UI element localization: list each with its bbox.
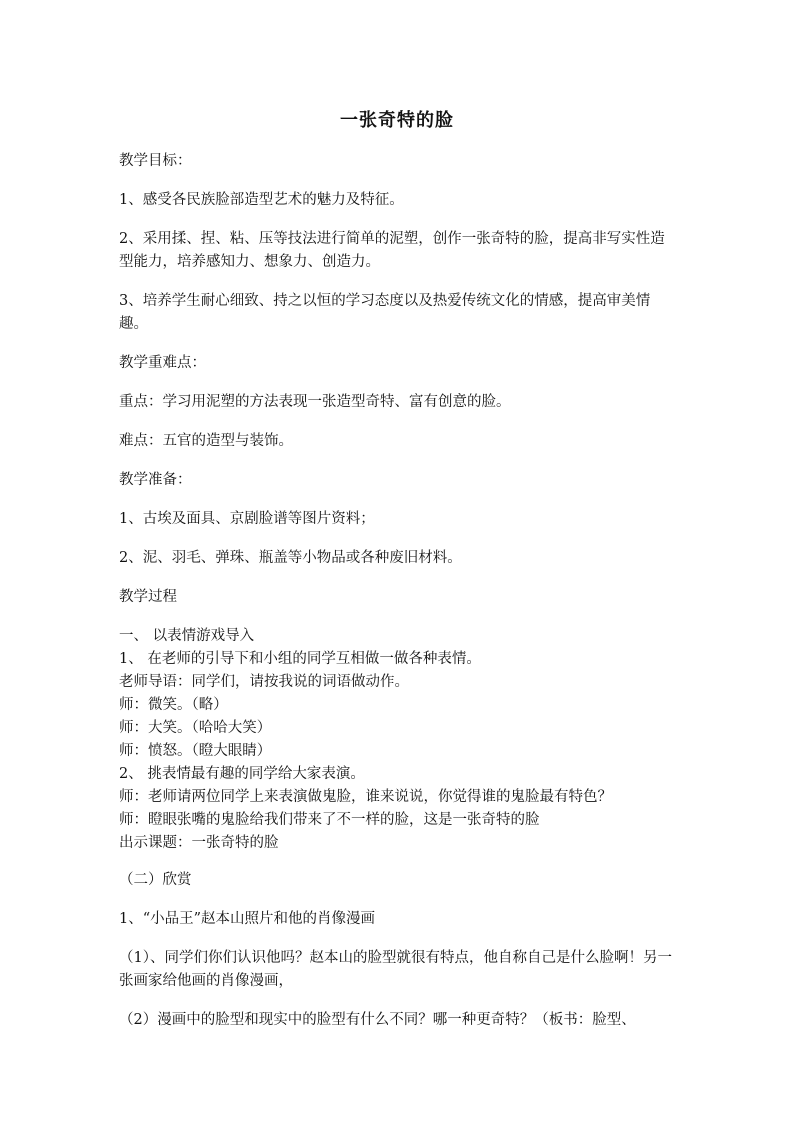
document-body bbox=[119, 150, 679, 1048]
paragraph-key-points-heading: 教学重难点： bbox=[119, 355, 206, 371]
process-line: 师：微笑。（略） bbox=[119, 697, 228, 713]
section-appreciation-heading: （二）欣赏 bbox=[119, 872, 192, 888]
paragraph-preparation-heading: 教学准备： bbox=[119, 472, 192, 488]
process-line: 师：老师请两位同学上来表演做鬼脸，谁来说说，你觉得谁的鬼脸最有特色？ bbox=[119, 789, 612, 805]
paragraph-objective-1: 1、感受各民族脸部造型艺术的魅力及特征。 bbox=[119, 192, 404, 208]
paragraph-preparation-2: 2、泥、羽毛、弹珠、瓶盖等小物品或各种废旧材料。 bbox=[119, 550, 462, 566]
section-appreciation-question-2: （2）漫画中的脸型和现实中的脸型有什么不同？哪一种更奇特？（板书：脸型、 bbox=[119, 1012, 636, 1028]
paragraph-difficulty: 难点：五官的造型与装饰。 bbox=[119, 433, 293, 449]
process-line: 师：大笑。（哈哈大笑） bbox=[119, 720, 272, 736]
process-line: 老师导语：同学们，请按我说的词语做动作。 bbox=[119, 674, 409, 690]
process-line: 出示课题：一张奇特的脸 bbox=[119, 835, 279, 851]
paragraph-process-heading: 教学过程 bbox=[119, 589, 177, 605]
section-appreciation-item: 1、“小品王”赵本山照片和他的肖像漫画 bbox=[119, 911, 376, 927]
paragraph-objectives-heading: 教学目标： bbox=[119, 153, 192, 169]
section-appreciation-question-1: （1）、同学们你们认识他吗？赵本山的脸型就很有特点，他自称自己是什么脸啊！另一张画家给他画的肖像漫画， bbox=[119, 950, 672, 989]
paragraph-preparation-1: 1、古埃及面具、京剧脸谱等图片资料； bbox=[119, 511, 375, 527]
paragraph-key-point: 重点：学习用泥塑的方法表现一张造型奇特、富有创意的脸。 bbox=[119, 394, 511, 410]
paragraph-objective-3: 3、培养学生耐心细致、持之以恒的学习态度以及热爱传统文化的情感，提高审美情趣。 bbox=[119, 293, 651, 332]
process-line: 1、 在老师的引导下和小组的同学互相做一做各种表情。 bbox=[119, 651, 481, 667]
process-line: 一、 以表情游戏导入 bbox=[119, 628, 255, 644]
process-line: 师：愤怒。（瞪大眼睛） bbox=[119, 743, 272, 759]
process-line: 师：瞪眼张嘴的鬼脸给我们带来了不一样的脸，这是一张奇特的脸 bbox=[119, 812, 540, 828]
process-line: 2、 挑表情最有趣的同学给大家表演。 bbox=[119, 766, 365, 782]
document-title: 一张奇特的脸 bbox=[340, 110, 454, 131]
paragraph-objective-2: 2、采用揉、捏、粘、压等技法进行简单的泥塑，创作一张奇特的脸，提高非写实性造型能力，培养感知力、想象力、创造力。 bbox=[119, 231, 665, 270]
